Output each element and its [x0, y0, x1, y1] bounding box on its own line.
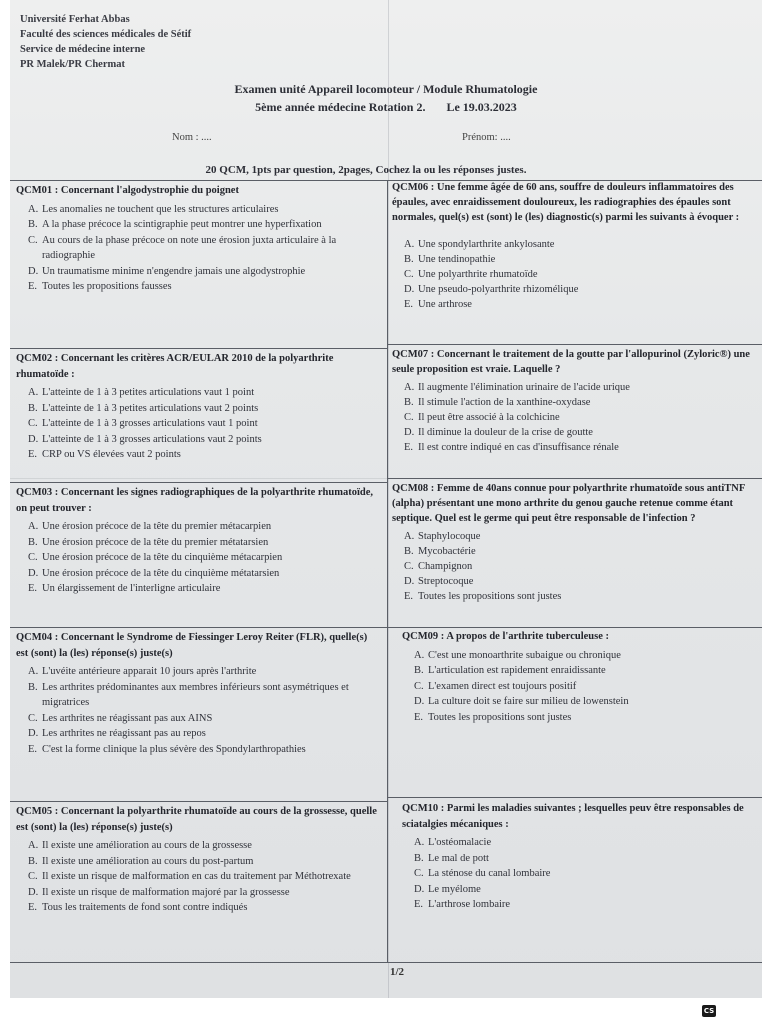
option-text: A la phase précoce la scintigraphie peut montrer une hyperfixation — [42, 219, 322, 230]
option-b[interactable] — [402, 663, 758, 679]
option-letter: C. — [404, 412, 414, 423]
option-text: Une spondylarthrite ankylosante — [418, 239, 555, 250]
option-text: Une pseudo-polyarthrite rhizomélique — [418, 284, 579, 295]
column-divider — [387, 180, 388, 962]
question-qcm07 — [392, 347, 758, 455]
question-qcm04 — [16, 630, 378, 757]
option-e[interactable] — [392, 589, 758, 604]
question-qcm02 — [16, 351, 381, 463]
option-c[interactable] — [392, 267, 758, 282]
option-text: L'atteinte de 1 à 3 grosses articulations vaut 1 point — [42, 418, 258, 429]
row-divider — [10, 482, 387, 483]
question-title: QCM09 : A propos de l'arthrite tuberculeuse : — [402, 631, 609, 642]
option-text: Le myélome — [428, 883, 481, 895]
question-title: QCM08 : Femme de 40ans connue pour polyarthrite rhumatoïde sous antiTNF (alpha) présentant une mono arthrite du genou gauche retenue comme étant septique. Quel est le germe qui peut être responsable de l'infection ? — [392, 483, 745, 524]
option-letter: D. — [28, 728, 39, 739]
option-letter: D. — [28, 433, 39, 445]
option-d[interactable] — [16, 264, 376, 280]
option-b[interactable] — [16, 680, 378, 711]
row-divider — [10, 801, 387, 802]
option-letter: D. — [404, 427, 415, 438]
option-letter: C. — [28, 552, 38, 563]
page-number: 1/2 — [390, 966, 405, 978]
option-letter: C. — [414, 868, 424, 879]
option-letter: B. — [404, 254, 414, 265]
option-text: Un élargissement de l'interligne articulaire — [42, 583, 221, 594]
option-c[interactable] — [16, 416, 381, 432]
option-text: La culture doit se faire sur milieu de lowenstein — [428, 696, 629, 707]
option-b[interactable] — [16, 854, 378, 870]
option-a[interactable] — [392, 237, 758, 252]
option-e[interactable] — [402, 710, 758, 726]
option-letter: D. — [28, 886, 39, 898]
option-a[interactable] — [402, 648, 758, 664]
option-text: Une érosion précoce de la tête du premier métacarpien — [42, 521, 272, 532]
option-letter: D. — [414, 883, 425, 895]
option-d[interactable] — [392, 282, 758, 297]
question-qcm08 — [392, 481, 758, 604]
option-e[interactable] — [402, 897, 758, 913]
row-divider — [10, 627, 762, 628]
option-text: L'uvéite antérieure apparait 10 jours après l'arthrite — [42, 666, 257, 677]
option-c[interactable] — [16, 711, 378, 727]
option-letter: E. — [28, 449, 38, 460]
option-text: Tous les traitements de fond sont contre indiqués — [42, 902, 248, 913]
prenom-field[interactable]: Prénom: .... — [462, 132, 511, 143]
question-title: QCM07 : Concernant le traitement de la goutte par l'allopurinol (Zyloric®) une seule proposition est vraie. Laquelle ? — [392, 349, 750, 375]
option-text: Les arthrites ne réagissant pas aux AINS — [42, 712, 213, 724]
instructions: 20 QCM, 1pts par question, 2pages, Cochez la ou les réponses justes. — [205, 164, 527, 176]
row-divider — [387, 478, 762, 479]
option-text: Il existe une amélioration au cours de la grossesse — [42, 840, 252, 851]
row-divider — [10, 348, 387, 349]
header-line: PR Malek/PR Chermat — [20, 59, 125, 70]
question-title: QCM02 : Concernant les critères ACR/EULAR 2010 de la polyarthrite rhumatoïde : — [16, 353, 334, 380]
option-letter: B. — [404, 397, 414, 408]
question-qcm09 — [402, 629, 758, 725]
option-a[interactable] — [16, 664, 378, 680]
question-qcm01 — [16, 183, 376, 295]
option-text: Il est contre indiqué en cas d'insuffisance rénale — [418, 442, 619, 453]
option-text: L'ostéomalacie — [428, 837, 492, 848]
option-text: C'est la forme clinique la plus sévère des Spondylarthropathies — [42, 743, 306, 755]
option-b[interactable] — [392, 544, 758, 559]
option-letter: E. — [404, 442, 414, 453]
option-text: Les arthrites prédominantes aux membres inférieurs sont asymétriques et migratrices — [42, 681, 349, 708]
option-letter: E. — [28, 583, 38, 594]
institution-header — [20, 12, 191, 72]
option-e[interactable] — [392, 440, 758, 455]
row-divider — [387, 797, 762, 798]
option-letter: C. — [404, 269, 414, 280]
question-qcm05 — [16, 804, 378, 916]
option-a[interactable] — [402, 835, 758, 851]
option-c[interactable] — [392, 410, 758, 425]
option-text: Un traumatisme minime n'engendre jamais une algodystrophie — [42, 265, 306, 277]
option-letter: B. — [28, 219, 38, 230]
exam-sheet — [10, 0, 762, 998]
option-a[interactable] — [16, 838, 378, 854]
question-title: QCM03 : Concernant les signes radiographiques de la polyarthrite rhumatoïde, on peut trouver : — [16, 487, 373, 514]
option-letter: C. — [414, 680, 424, 692]
option-text: La sténose du canal lombaire — [428, 868, 551, 879]
option-c[interactable] — [402, 679, 758, 695]
option-e[interactable] — [16, 447, 381, 463]
option-letter: C. — [28, 712, 38, 724]
option-c[interactable] — [16, 233, 376, 264]
option-text: Le mal de pott — [428, 852, 489, 864]
option-d[interactable] — [402, 882, 758, 898]
option-letter: C. — [28, 234, 38, 246]
option-a[interactable] — [16, 202, 376, 218]
option-c[interactable] — [16, 550, 384, 566]
option-letter: C. — [28, 871, 38, 882]
header-line: Service de médecine interne — [20, 44, 146, 55]
option-d[interactable] — [392, 574, 758, 589]
option-letter: B. — [414, 665, 424, 676]
option-letter: E. — [28, 743, 38, 755]
header-line: Faculté des sciences médicales de Sétif — [20, 29, 192, 40]
option-text: L'atteinte de 1 à 3 grosses articulations vaut 2 points — [42, 433, 262, 445]
question-title: QCM01 : Concernant l'algodystrophie du poignet — [16, 185, 239, 196]
option-text: Les anomalies ne touchent que les structures articulaires — [42, 203, 279, 215]
option-d[interactable] — [16, 885, 378, 901]
option-d[interactable] — [402, 694, 758, 710]
option-letter: E. — [28, 281, 38, 292]
option-letter: B. — [28, 855, 38, 867]
option-letter: B. — [28, 681, 38, 693]
option-letter: B. — [404, 546, 414, 557]
option-text: Il existe un risque de malformation majoré par la grossesse — [42, 886, 290, 898]
option-text: Toutes les propositions sont justes — [428, 711, 572, 723]
option-b[interactable] — [16, 535, 384, 551]
option-letter: D. — [28, 567, 39, 579]
option-text: L'atteinte de 1 à 3 petites articulations vaut 2 points — [42, 402, 259, 414]
question-title: QCM06 : Une femme âgée de 60 ans, souffre de douleurs inflammatoires des épaules, avec enraidissement douloureux, les radiographies des épaules sont normales, quel(s) est (sont) le (les) diagnostic(s) parmi les suivants à évoquer : — [392, 182, 740, 223]
question-qcm10 — [402, 801, 758, 913]
option-text: Au cours de la phase précoce on note une érosion juxta articulaire à la radiographie — [42, 234, 337, 261]
option-e[interactable] — [16, 279, 376, 295]
option-text: Il existe un risque de malformation en cas du traitement par Méthotrexate — [42, 871, 351, 882]
question-title: QCM10 : Parmi les maladies suivantes ; lesquelles peuv être responsables de sciatalgies mécaniques : — [402, 803, 744, 830]
option-b[interactable] — [402, 851, 758, 867]
option-text: Il peut être associé à la colchicine — [418, 412, 560, 423]
table-border — [10, 962, 762, 963]
option-letter: D. — [404, 284, 415, 295]
option-text: L'examen direct est toujours positif — [428, 680, 577, 692]
option-letter: B. — [28, 536, 38, 548]
option-letter: A. — [414, 649, 425, 661]
option-letter: A. — [28, 521, 39, 532]
option-letter: A. — [28, 840, 39, 851]
option-text: Les arthrites ne réagissant pas au repos — [42, 728, 206, 739]
option-e[interactable] — [392, 297, 758, 312]
option-text: Mycobactérie — [418, 546, 476, 557]
option-b[interactable] — [392, 252, 758, 267]
option-text: CRP ou VS élevées vaut 2 points — [42, 449, 181, 460]
option-text: Toutes les propositions sont justes — [418, 591, 562, 602]
option-text: Il existe une amélioration au cours du post-partum — [42, 855, 254, 867]
question-qcm03 — [16, 485, 384, 597]
option-text: Une érosion précoce de la tête du cinquième métacarpien — [42, 552, 283, 563]
option-c[interactable] — [392, 559, 758, 574]
question-title: QCM04 : Concernant le Syndrome de Fiessinger Leroy Reiter (FLR), quelle(s) est (sont) la (les) réponse(s) juste(s) — [16, 632, 368, 659]
option-c[interactable] — [402, 866, 758, 882]
exam-title: Examen unité Appareil locomoteur / Module Rhumatologie — [234, 82, 538, 96]
option-letter: D. — [28, 265, 39, 277]
option-text: Toutes les propositions fausses — [42, 281, 172, 292]
question-title: QCM05 : Concernant la polyarthrite rhumatoïde au cours de la grossesse, quelle est (sont) la (les) réponse(s) juste(s) — [16, 806, 377, 833]
option-d[interactable] — [392, 425, 758, 440]
option-a[interactable] — [16, 385, 381, 401]
option-letter: B. — [28, 402, 38, 414]
option-text: Streptocoque — [418, 576, 474, 587]
option-letter: A. — [404, 531, 415, 542]
option-text: Il stimule l'action de la xanthine-oxydase — [418, 397, 591, 408]
option-text: Champignon — [418, 561, 473, 572]
option-a[interactable] — [392, 529, 758, 544]
option-letter: C. — [28, 418, 38, 429]
camscanner-logo-icon: CS — [703, 1007, 715, 1015]
option-text: Il diminue la douleur de la crise de goutte — [418, 427, 593, 438]
option-letter: A. — [414, 837, 425, 848]
option-b[interactable] — [392, 395, 758, 410]
option-text: Une érosion précoce de la tête du cinquième métatarsien — [42, 567, 280, 579]
option-c[interactable] — [16, 869, 378, 885]
option-e[interactable] — [16, 581, 384, 597]
option-b[interactable] — [16, 401, 381, 417]
option-text: Une érosion précoce de la tête du premier métatarsien — [42, 536, 269, 548]
option-letter: A. — [404, 239, 415, 250]
header-line: Université Ferhat Abbas — [20, 14, 130, 25]
option-letter: C. — [404, 561, 414, 572]
option-text: C'est une monoarthrite subaigue ou chronique — [428, 649, 621, 661]
option-letter: D. — [404, 576, 415, 587]
option-letter: E. — [404, 591, 414, 602]
option-letter: A. — [404, 382, 415, 393]
option-letter: E. — [414, 899, 424, 910]
option-letter: E. — [404, 299, 414, 310]
option-text: L'arthrose lombaire — [428, 899, 511, 910]
option-text: Une tendinopathie — [418, 254, 496, 265]
option-text: Staphylocoque — [418, 531, 481, 542]
option-letter: A. — [28, 387, 39, 398]
paper-fold — [388, 0, 389, 998]
option-text: L'atteinte de 1 à 3 petites articulations vaut 1 point — [42, 387, 255, 398]
option-a[interactable] — [392, 380, 758, 395]
option-d[interactable] — [16, 726, 378, 742]
nom-field[interactable]: Nom : .... — [172, 132, 212, 143]
option-letter: A. — [28, 666, 39, 677]
row-divider — [387, 344, 762, 345]
option-text: Une polyarthrite rhumatoïde — [418, 269, 538, 280]
option-d[interactable] — [16, 432, 381, 448]
option-b[interactable] — [16, 217, 376, 233]
option-text: L'articulation est rapidement enraidissante — [428, 665, 606, 676]
question-qcm06 — [392, 180, 758, 312]
option-d[interactable] — [16, 566, 384, 582]
option-e[interactable] — [16, 900, 378, 916]
option-text: Il augmente l'élimination urinaire de l'acide urique — [418, 382, 630, 393]
option-a[interactable] — [16, 519, 384, 535]
option-letter: B. — [414, 852, 424, 864]
option-letter: A. — [28, 203, 39, 215]
exam-subtitle: 5ème année médecine Rotation 2. Le 19.03.2023 — [255, 100, 517, 114]
option-letter: E. — [414, 711, 424, 723]
option-text: Une arthrose — [418, 299, 472, 310]
option-letter: E. — [28, 902, 38, 913]
option-letter: D. — [414, 696, 425, 707]
option-e[interactable] — [16, 742, 378, 758]
